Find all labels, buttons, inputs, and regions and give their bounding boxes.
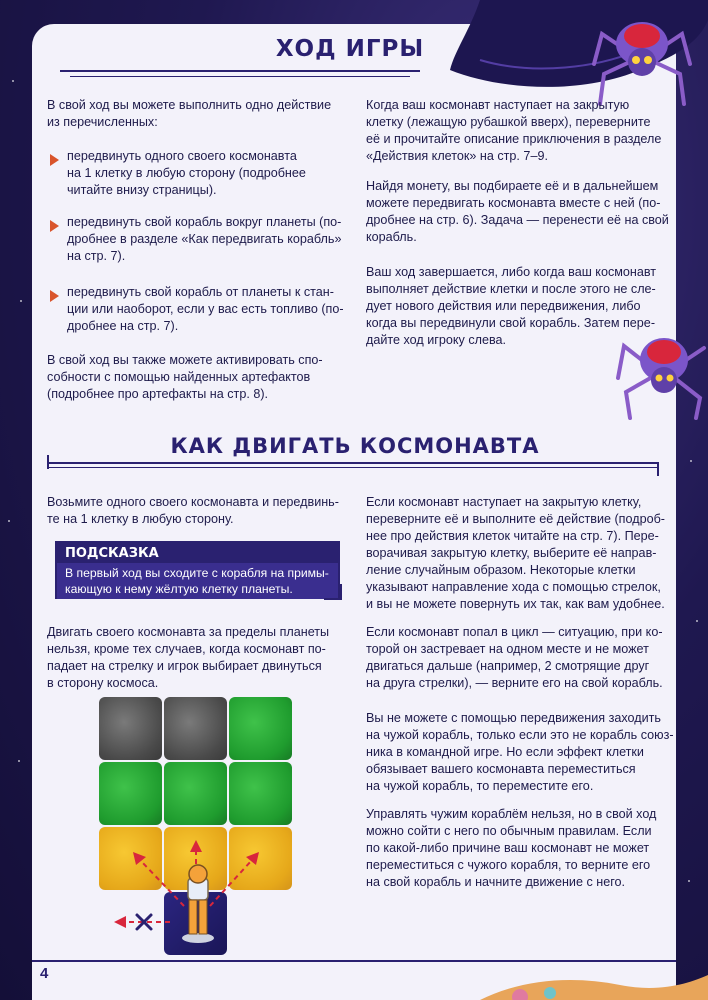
bullet-arrow-icon [50, 220, 59, 232]
turn-end-paragraph: Ваш ход завершается, либо когда ваш космонавт выполняет действие клетки и после этого не сле- дует нового действия или передвижения, либо когда вы передвинули свой корабль. Затем пере- дайте ход игроку слева. [366, 265, 657, 347]
coin-paragraph: Найдя монету, вы подбираете её и в дальнейшем можете передвигать космонавта вместе с ней (по- дробнее на стр. 6). Задача — перенести её на свой корабль. [366, 179, 669, 244]
section-title-game-turn: ХОД ИГРЫ [275, 36, 425, 62]
movement-arrows [100, 830, 300, 960]
astronaut-figure-icon [182, 865, 214, 943]
tile-green [164, 762, 227, 825]
tile-green [99, 762, 162, 825]
hint-box [55, 541, 340, 599]
space-spider-icon [592, 4, 692, 108]
tile-green [229, 762, 292, 825]
section-divider [47, 462, 659, 464]
hint-corner-accent-v [340, 584, 342, 600]
artifacts-paragraph: В свой ход вы также можете активировать спо- собности с помощью найденных артефактов (подробнее про артефакты на стр. 8). [47, 353, 323, 401]
title-underline [60, 70, 420, 72]
footer-rule [32, 960, 676, 962]
tile-green [229, 697, 292, 760]
bullet-move-ship-around: передвинуть свой корабль вокруг планеты (по- дробнее в разделе «Как передвигать корабль» на стр. 7). [67, 215, 342, 263]
move-intro-paragraph: Возьмите одного своего космонавта и передвинь- те на 1 клетку в любую сторону. [47, 495, 339, 526]
closed-tile-paragraph: Когда ваш космонавт наступает на закрытую клетку (лежащую рубашкой вверх), переверните её и прочитайте описание приключения в разделе «Действия клеток» на стр. 7–9. [366, 98, 662, 163]
section-divider-thin [47, 467, 659, 468]
foreign-ship-paragraph: Вы не можете с помощью передвижения заходить на чужой корабль, только если это не корабль союз- ника в командной игре. Но если эффект клетки обязывает вашего космонавта переместиться на чужой корабль, то переместите его. [366, 711, 674, 793]
divider-tick-right [657, 462, 659, 476]
page-number: 4 [40, 965, 49, 982]
control-ship-paragraph: Управлять чужим кораблём нельзя, но в свой ход можно сойти с него по обычным правилам. Если по какой-либо причине ваш космонавт не может переместиться с чужого корабля, то верните его на свой корабль и начните движение с него. [366, 807, 657, 889]
hint-text: В первый ход вы сходите с корабля на примы- кающую к нему жёлтую клетку планеты. [57, 563, 338, 599]
divider-tick-left [47, 455, 49, 469]
bullet-move-ship-station: передвинуть свой корабль от планеты к стан- ции или наоборот, если у вас есть топливо (по- дробнее на стр. 7). [67, 285, 344, 333]
title-underline-thin [70, 76, 410, 77]
loop-paragraph: Если космонавт попал в цикл — ситуацию, при ко- торой он застревает на одном месте и не может двигаться дальше (например, 2 смотрящие друг на друга стрелки), — верните его на свой корабль. [366, 625, 663, 690]
closed-tile-move-paragraph: Если космонавт наступает на закрытую клетку, переверните её и выполните её действие (подроб- нее про действия клеток читайте на стр. 7). Пере- ворачивая закрытую клетку, выберите её направ- ление случайным образом. Некоторые клетки указывают направление хода с помощью стрелок, и вы не можете повернуть их так, как вам удобнее. [366, 495, 665, 611]
planet-edge-paragraph: Двигать своего космонавта за пределы планеты нельзя, кроме тех случаев, когда космонавт по- падает на стрелку и игрок выбирает двинуться в сторону космоса. [47, 625, 330, 690]
hint-title: ПОДСКАЗКА [57, 543, 338, 563]
bullet-move-astronaut: передвинуть одного своего космонавта на 1 клетку в любую сторону (подробнее читайте внизу страницы). [67, 149, 306, 197]
tile-gray [164, 697, 227, 760]
tile-gray [99, 697, 162, 760]
turn-intro: В свой ход вы можете выполнить одно действие из перечисленных: [47, 98, 332, 129]
section-title-move-astronaut: КАК ДВИГАТЬ КОСМОНАВТА [170, 434, 540, 458]
bullet-arrow-icon [50, 290, 59, 302]
bottom-decoration [480, 975, 708, 1000]
bullet-arrow-icon [50, 154, 59, 166]
